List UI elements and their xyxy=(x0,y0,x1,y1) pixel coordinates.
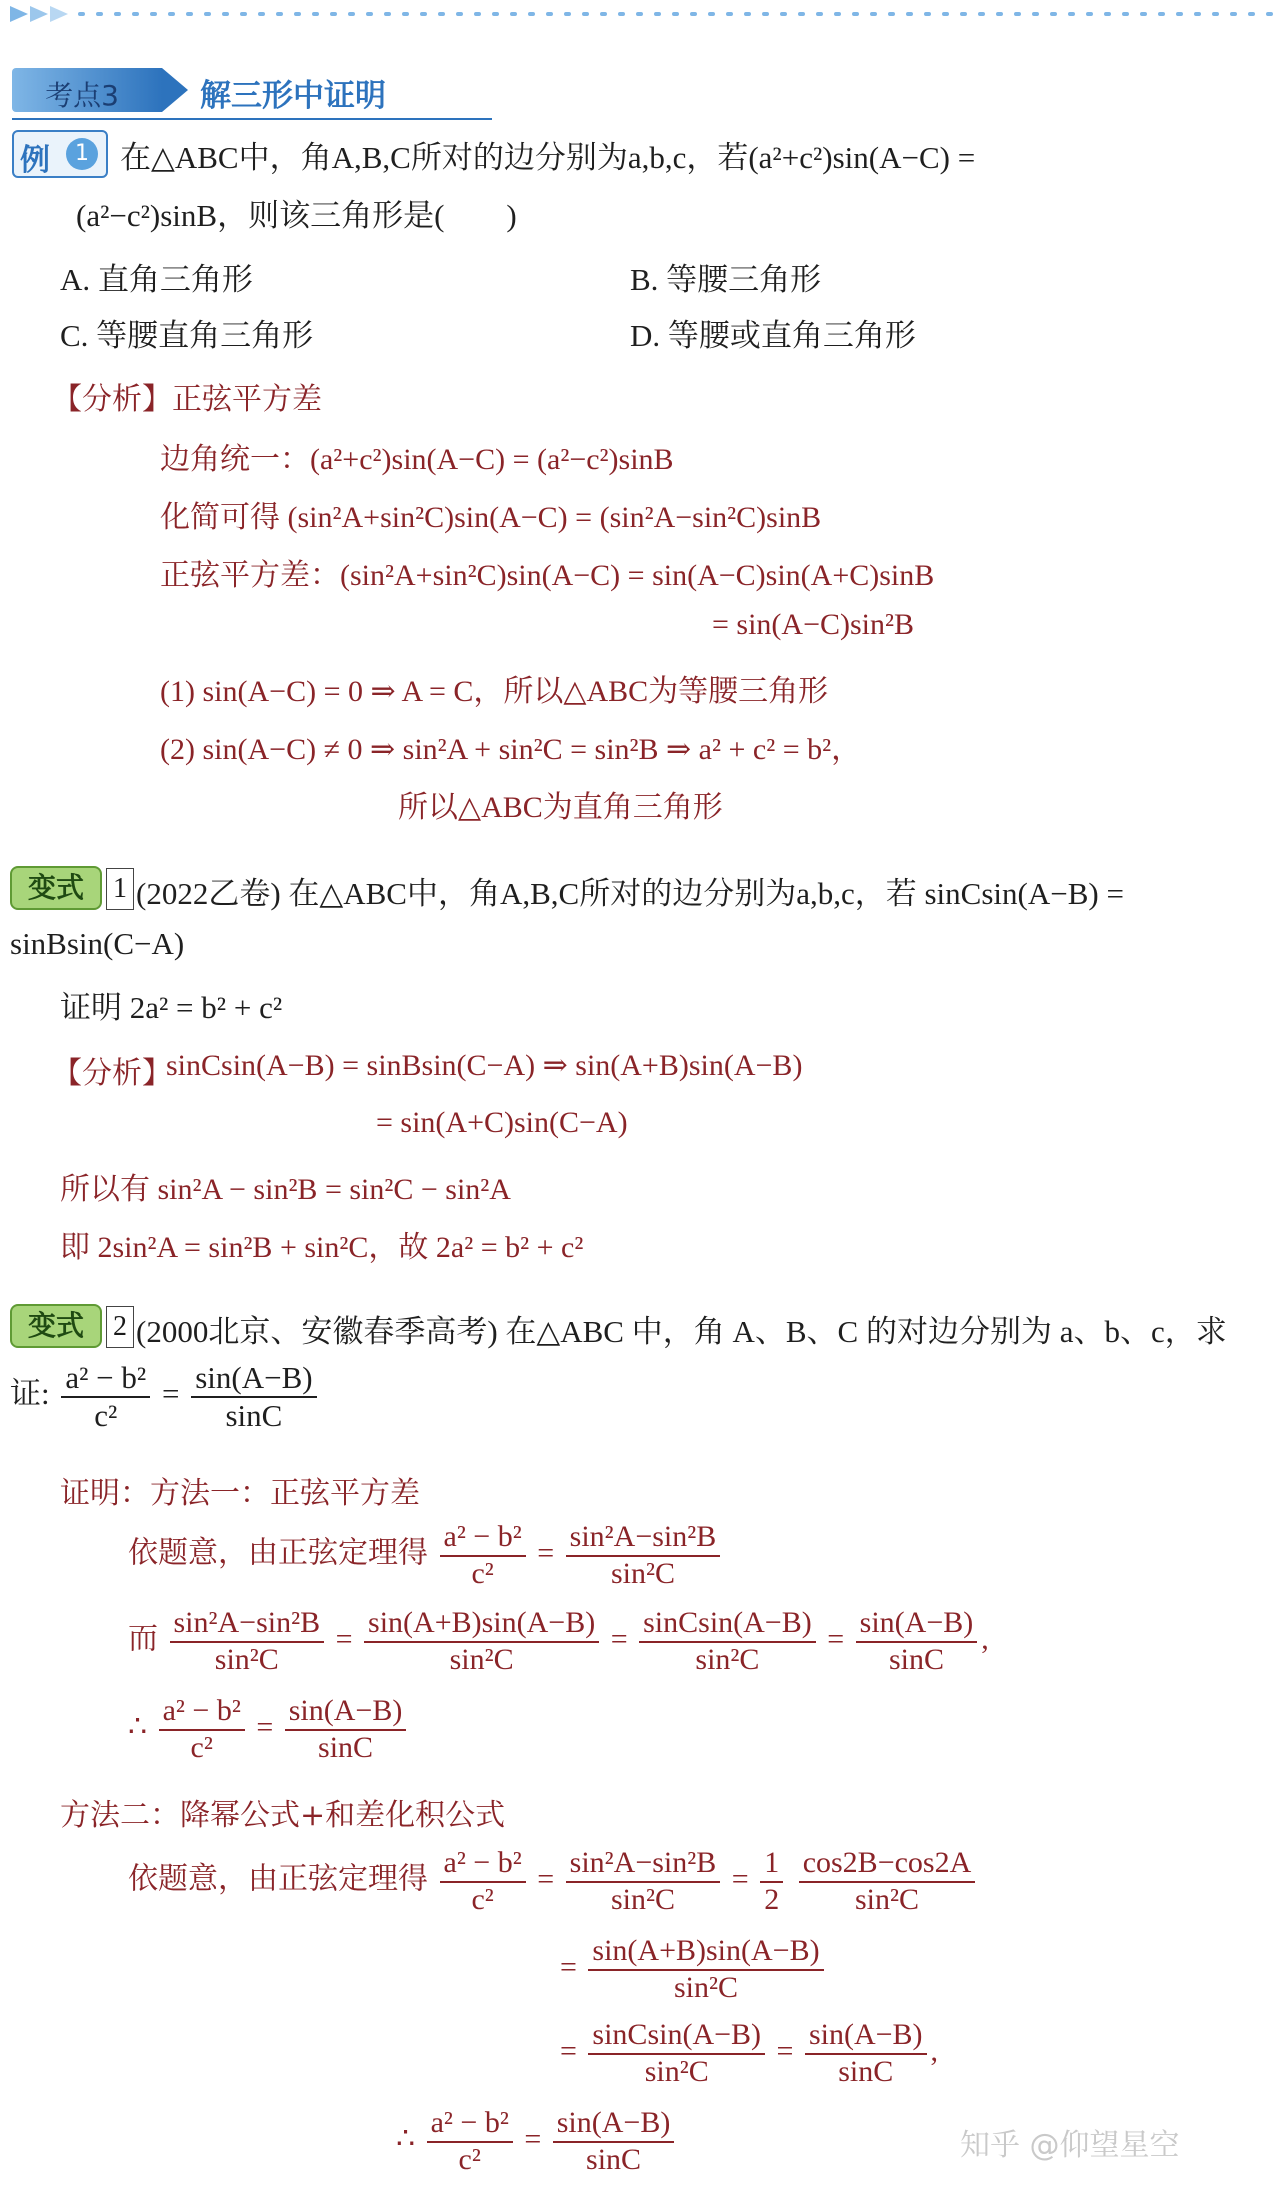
example1-analysis-line: = sin(A−C)sin²B xyxy=(712,608,915,641)
fraction xyxy=(364,1606,599,1677)
fraction-numerator: sin(A−B) xyxy=(553,2106,675,2143)
fraction-numerator: sin²A−sin²B xyxy=(566,1846,721,1883)
fraction xyxy=(159,1694,245,1765)
fraction-denominator: c² xyxy=(94,1397,118,1433)
fraction-numerator: a² − b² xyxy=(159,1694,245,1731)
fraction-denominator: sin²C xyxy=(610,1556,675,1590)
fraction xyxy=(191,1360,316,1433)
fraction-numerator: a² − b² xyxy=(440,1520,526,1557)
variant2-step4: = $\frac{\sin(A+B)\sin(A-B)}{\text{sin²C}}$ xyxy=(560,1934,828,2005)
variant1-analysis-heading: 【分析】 xyxy=(52,1056,172,1091)
variant2-stem-prefix: 证: xyxy=(10,1375,50,1411)
fraction-denominator: sin²C xyxy=(610,1882,675,1916)
fraction xyxy=(805,2018,927,2089)
fraction xyxy=(440,1520,526,1591)
variant1-analysis-line: 所以有 sin²A − sin²B = sin²C − sin²A xyxy=(60,1173,511,1206)
variant2-badge-word: 变式 xyxy=(10,1304,102,1348)
fraction-numerator: sin(A−B) xyxy=(285,1694,407,1731)
fraction xyxy=(170,1606,325,1677)
fraction xyxy=(427,2106,513,2177)
fraction xyxy=(285,1694,407,1765)
variant1-stem-line2: sinBsin(C−A) xyxy=(10,926,185,961)
fraction xyxy=(553,2106,675,2177)
step-text: 依题意，由正弦定理得 xyxy=(128,1862,428,1896)
variant1-analysis-line: 即 2sin²A = sin²B + sin²C，故 2a² = b² + c² xyxy=(60,1231,584,1264)
fraction xyxy=(588,2018,765,2089)
variant2-step2: 而 $\frac{\text{sin²A−sin²B}}{\text{sin²C}}$ = $\frac{\sin(A+B)\sin(A-B)}{\text{sin²C}}$ = $\frac{\text{sinCsin(A−B)}}{\text{sin²C}}$ = $\frac{\sin(A-B)}{\sin C}$ , xyxy=(128,1606,989,1676)
step-text: 依题意，由正弦定理得 xyxy=(128,1536,428,1570)
fraction xyxy=(588,1934,823,2005)
fraction-denominator: sin²C xyxy=(449,1642,514,1676)
variant2-step1: 依题意，由正弦定理得 $\frac{\text{a² − b²}}{\text{c²}}$ = $\frac{\text{sin²A−sin²B}}{\text{sin²C}}$ xyxy=(128,1520,724,1591)
therefore-symbol: ∴ xyxy=(128,1710,148,1744)
fraction-numerator: sin²A−sin²B xyxy=(566,1520,721,1557)
fraction-denominator: sin²C xyxy=(854,1882,919,1916)
fraction-numerator: a² − b² xyxy=(427,2106,513,2143)
variant2-step5: = $\frac{\text{sinCsin(A−B)}}{\text{sin²C}}$ = $\frac{\sin(A-B)}{\sin C}$ , xyxy=(560,2018,939,2088)
example-badge xyxy=(12,130,108,178)
fraction-denominator: sin²C xyxy=(695,1642,760,1676)
fraction xyxy=(61,1360,150,1433)
fraction-numerator: sin²A−sin²B xyxy=(170,1606,325,1643)
option-c: C. 等腰直角三角形 xyxy=(60,318,314,353)
section-underline xyxy=(12,118,492,120)
fraction xyxy=(639,1606,816,1677)
fraction-numerator: sin(A−B) xyxy=(805,2018,927,2055)
top-dotted-rule xyxy=(0,0,1280,40)
fraction-denominator: sinC xyxy=(838,2054,894,2088)
variant2-badge-number: 2 xyxy=(106,1306,134,1348)
fraction xyxy=(760,1846,783,1917)
variant1-badge-number: 1 xyxy=(106,868,134,910)
variant2-stem-line2: 证: $\frac{\text{a² − b²}}{\text{c²}}$ = $\frac{\sin(A-B)}{\sin C}$ xyxy=(10,1360,321,1433)
fraction-denominator: c² xyxy=(471,1882,494,1916)
variant2-proof-heading: 证明：方法一：正弦平方差 xyxy=(60,1476,420,1511)
fraction xyxy=(566,1520,721,1591)
example1-analysis-line: (2) sin(A−C) ≠ 0 ⇒ sin²A + sin²C = sin²B ⇒ a² + c² = b²， xyxy=(160,733,862,766)
section-tag-label: 考点3 xyxy=(45,79,119,112)
fraction-denominator: sin²C xyxy=(214,1642,279,1676)
example-badge-number: 1 xyxy=(66,138,98,170)
fraction-numerator: a² − b² xyxy=(61,1360,150,1398)
fraction-numerator: sin(A+B)sin(A−B) xyxy=(588,1934,823,1971)
fraction xyxy=(566,1846,721,1917)
fraction-numerator: sin(A−B) xyxy=(856,1606,978,1643)
fraction-denominator: c² xyxy=(190,1730,213,1764)
variant1-badge-word: 变式 xyxy=(10,866,102,910)
fraction-denominator: 2 xyxy=(764,1882,780,1916)
example1-analysis-line: 边角统一：(a²+c²)sin(A−C) = (a²−c²)sinB xyxy=(160,443,674,476)
variant2-method2-heading: 方法二：降幂公式+和差化积公式 xyxy=(60,1798,506,1833)
fraction-numerator: sin(A+B)sin(A−B) xyxy=(364,1606,599,1643)
variant2-step3: 依题意，由正弦定理得 $\frac{\text{a² − b²}}{\text{c²}}$ = $\frac{\text{sin²A−sin²B}}{\text{sin²C}}$ = $\frac{1}{2}$ $\frac{\cos 2B-\cos 2A}{\text{sin²C}}$ xyxy=(128,1846,979,1917)
fraction xyxy=(440,1846,526,1917)
variant1-analysis-line: = sin(A+C)sin(C−A) xyxy=(376,1106,628,1139)
variant2-stem-line1: (2000北京、安徽春季高考) 在△ABC 中，角 A、B、C 的对边分别为 a、b、c，求 xyxy=(136,1314,1227,1349)
fraction xyxy=(856,1606,978,1677)
fraction-numerator: sinCsin(A−B) xyxy=(588,2018,765,2055)
variant2-conclusion2: ∴ $\frac{\text{a² − b²}}{\text{c²}}$ = $\frac{\sin(A-B)}{\sin C}$ xyxy=(396,2106,678,2177)
variant1-stem-line1: (2022乙卷) 在△ABC中，角A,B,C所对的边分别为a,b,c，若 sinCsin(A−B) = xyxy=(136,876,1124,911)
example-badge-word: 例 xyxy=(20,143,50,178)
variant1-stem-line3: 证明 2a² = b² + c² xyxy=(60,990,283,1025)
fraction-denominator: sinC xyxy=(225,1397,283,1433)
example1-stem-line2: (a²−c²)sinB，则该三角形是( ) xyxy=(76,198,517,233)
variant1-analysis-line: sinCsin(A−B) = sinBsin(C−A) ⇒ sin(A+B)sin(A−B) xyxy=(166,1049,803,1082)
section-tag-arrow xyxy=(162,68,188,112)
variant2-conclusion1: ∴ $\frac{\text{a² − b²}}{\text{c²}}$ = $\frac{\sin(A-B)}{\sin C}$ xyxy=(128,1694,410,1765)
section-title: 解三形中证明 xyxy=(200,78,386,114)
therefore-symbol: ∴ xyxy=(396,2122,416,2156)
fraction-numerator: sin(A−B) xyxy=(191,1360,316,1398)
fraction-denominator: sinC xyxy=(318,1730,374,1764)
example1-analysis-line: 正弦平方差：(sin²A+sin²C)sin(A−C) = sin(A−C)sin(A+C)sinB xyxy=(160,559,935,592)
example1-analysis-line: 所以△ABC为直角三角形 xyxy=(398,791,723,824)
option-a: A. 直角三角形 xyxy=(60,262,253,297)
option-d: D. 等腰或直角三角形 xyxy=(630,318,916,353)
section-tag xyxy=(12,68,162,112)
fraction-numerator: cos2B−cos2A xyxy=(799,1846,976,1883)
fraction-denominator: sin²C xyxy=(674,1970,739,2004)
fraction-numerator: sinCsin(A−B) xyxy=(639,1606,816,1643)
fraction-denominator: c² xyxy=(458,2142,481,2176)
example1-analysis-line: 化简可得 (sin²A+sin²C)sin(A−C) = (sin²A−sin²C)sinB xyxy=(160,501,822,534)
fraction xyxy=(799,1846,976,1917)
watermark: 知乎 @仰望星空 xyxy=(960,2128,1180,2163)
option-b: B. 等腰三角形 xyxy=(630,262,822,297)
fraction-denominator: sinC xyxy=(586,2142,642,2176)
example1-stem-line1: 在△ABC中，角A,B,C所对的边分别为a,b,c，若(a²+c²)sin(A−C) = xyxy=(120,140,976,175)
example1-analysis-heading: 【分析】正弦平方差 xyxy=(52,382,322,417)
step-text: 而 xyxy=(128,1622,158,1656)
fraction-denominator: sinC xyxy=(888,1642,944,1676)
fraction-numerator: a² − b² xyxy=(440,1846,526,1883)
fraction-numerator: 1 xyxy=(760,1846,783,1883)
fraction-denominator: sin²C xyxy=(644,2054,709,2088)
example1-analysis-line: (1) sin(A−C) = 0 ⇒ A = C，所以△ABC为等腰三角形 xyxy=(160,675,829,708)
fraction-denominator: c² xyxy=(471,1556,494,1590)
